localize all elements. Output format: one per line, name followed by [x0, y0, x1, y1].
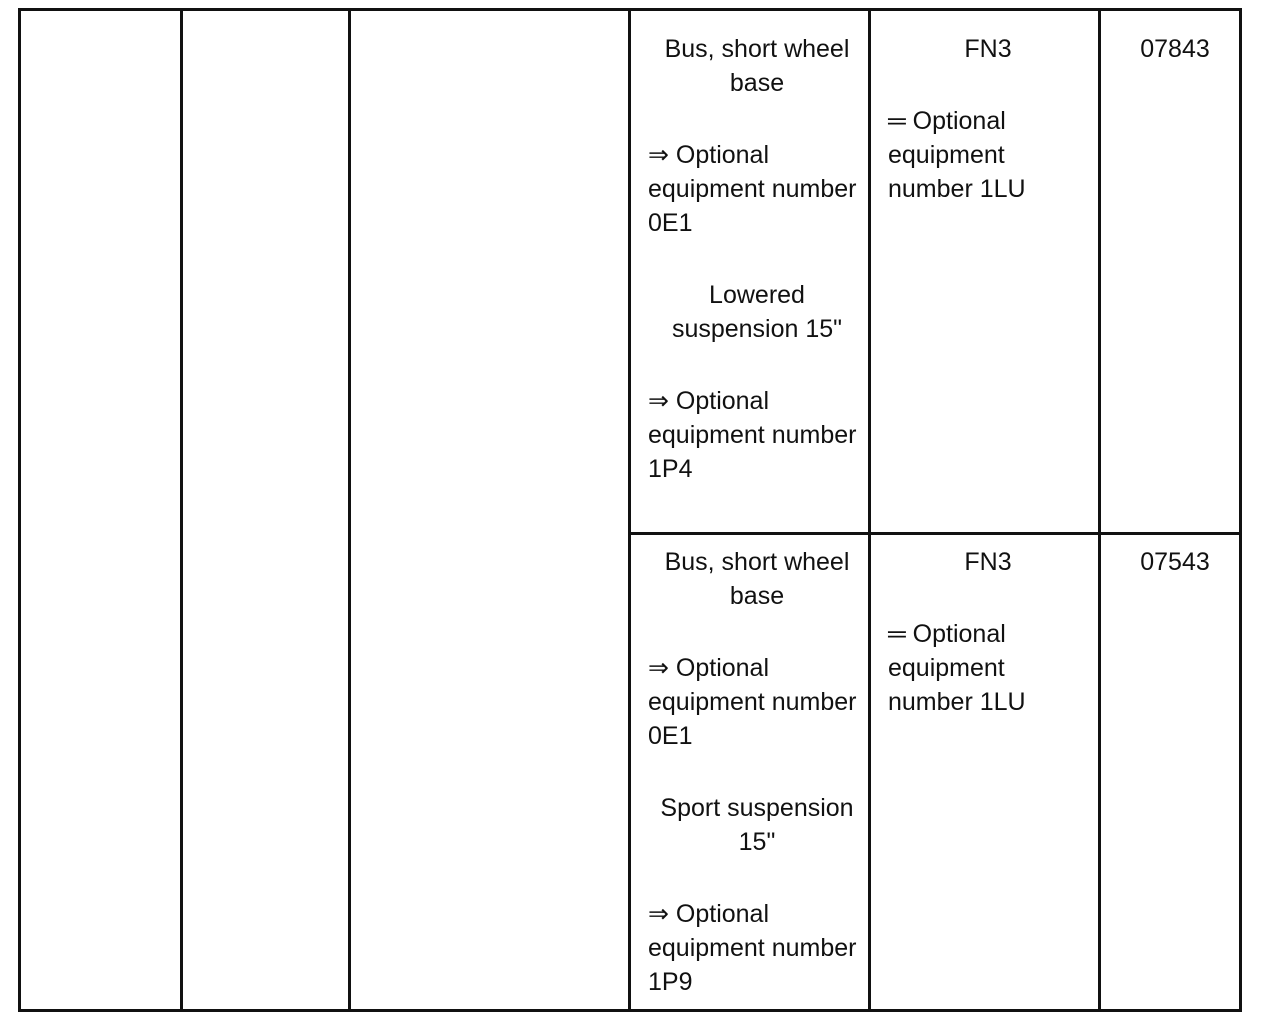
table-cell-number — [1110, 545, 1240, 579]
equipment-note: ⇒ Optional equipment number 0E1 — [648, 654, 857, 750]
suspension-label: Sport suspension 15" — [660, 794, 854, 856]
code-value: FN3 — [964, 548, 1012, 576]
column-divider — [348, 8, 351, 1012]
number-value: 07843 — [1140, 35, 1210, 63]
vehicle-heading: Bus, short wheel base — [664, 35, 850, 97]
code-note: ═ Optional equipment number 1LU — [888, 620, 1026, 716]
column-divider — [628, 8, 631, 1012]
column-divider — [1098, 8, 1101, 1012]
table-cell-vehicle — [648, 545, 866, 999]
equipment-note: ⇒ Optional equipment number 1P9 — [648, 900, 857, 996]
equipment-note: ⇒ Optional equipment number 1P4 — [648, 387, 857, 483]
vehicle-heading: Bus, short wheel base — [664, 548, 850, 610]
table-cell-code — [888, 32, 1088, 206]
code-value: FN3 — [964, 35, 1012, 63]
equipment-note: ⇒ Optional equipment number 0E1 — [648, 141, 857, 237]
number-value: 07543 — [1140, 548, 1210, 576]
code-note: ═ Optional equipment number 1LU — [888, 107, 1026, 203]
table-cell-vehicle — [648, 32, 866, 486]
column-divider — [868, 8, 871, 1012]
row-divider — [628, 532, 1242, 535]
table-cell-number — [1110, 32, 1240, 66]
table-cell-code — [888, 545, 1088, 719]
column-divider — [180, 8, 183, 1012]
suspension-label: Lowered suspension 15" — [671, 281, 843, 343]
